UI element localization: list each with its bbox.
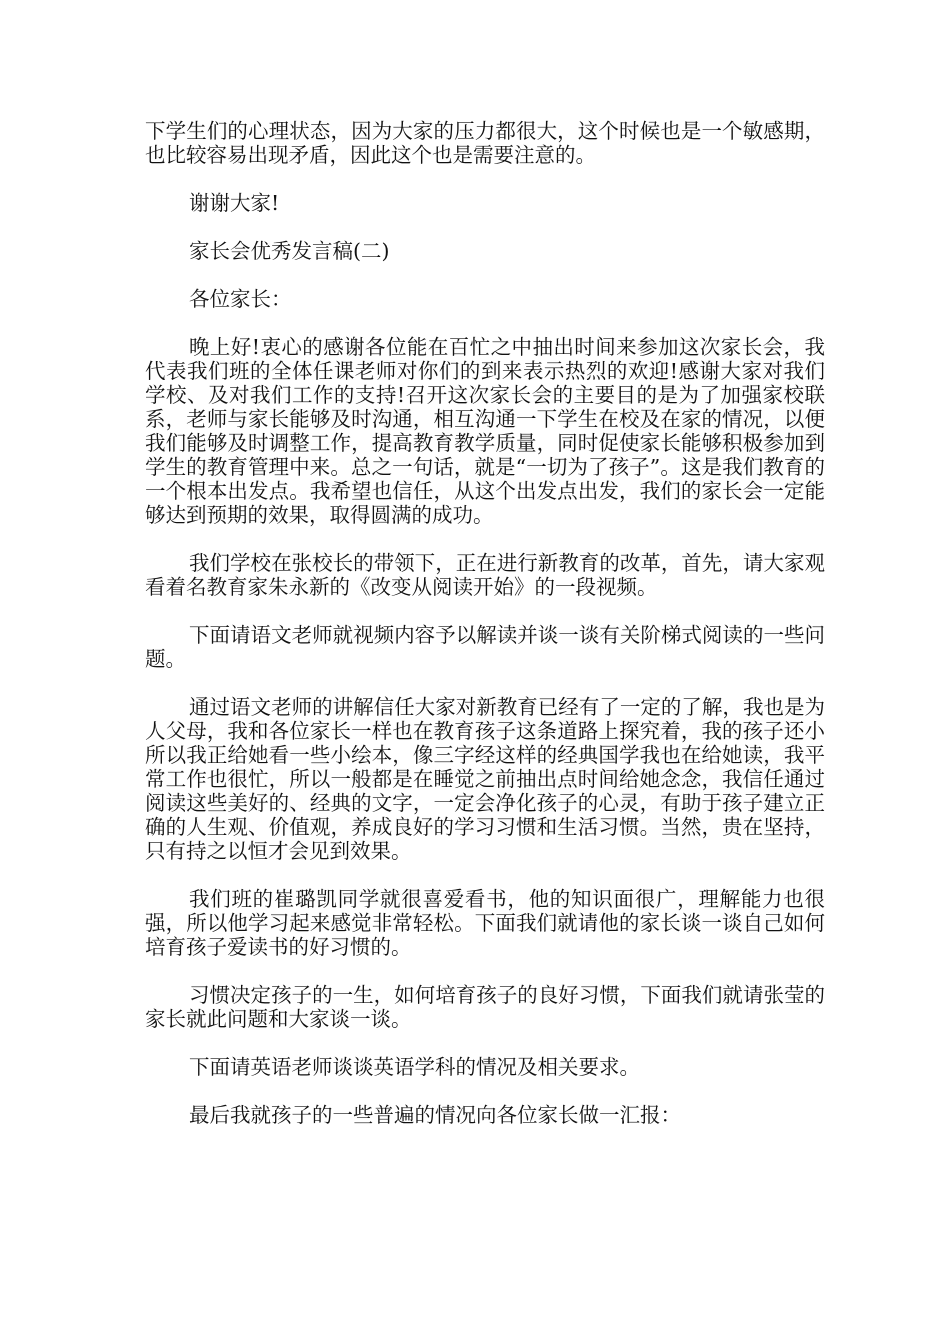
salutation: 各位家长：	[189, 287, 292, 311]
document-page	[145, 119, 825, 1151]
paragraph-reform: 我们学校在张校长的带领下，正在进行新教育的改革，首先，请大家观看着名教育家朱永新的《改变从阅读开始》的一段视频。	[145, 551, 825, 599]
paragraph-thanks: 谢谢大家!	[189, 191, 280, 215]
paragraph-english-teacher: 下面请英语老师谈谈英语学科的情况及相关要求。	[189, 1055, 640, 1079]
paragraph-habits: 习惯决定孩子的一生，如何培育孩子的良好习惯，下面我们就请张莹的家长就此问题和大家谈一谈。	[145, 983, 825, 1031]
paragraph-greeting: 晚上好!衷心的感谢各位能在百忙之中抽出时间来参加这次家长会，我代表我们班的全体任课老师对你们的到来表示热烈的欢迎!感谢大家对我们学校、及对我们工作的支持!召开这次家长会的主要目的是为了加强家校联系，老师与家长能够及时沟通，相互沟通一下学生在校及在家的情况，以便我们能够及时调整工作，提高教育教学质量，同时促使家长能够积极参加到学生的教育管理中来。总之一句话，就是“一切为了孩子”。这是我们教育的一个根本出发点。我希望也信任，从这个出发点出发，我们的家长会一定能够达到预期的效果，取得圆满的成功。	[145, 335, 825, 527]
paragraph-summary: 最后我就孩子的一些普遍的情况向各位家长做一汇报：	[189, 1103, 681, 1127]
paragraph-reading: 通过语文老师的讲解信任大家对新教育已经有了一定的了解，我也是为人父母，我和各位家长一样也在教育孩子这条道路上探究着，我的孩子还小所以我正给她看一些小绘本，像三字经这样的经典国学我也在给她读，我平常工作也很忙，所以一般都是在睡觉之前抽出点时间给她念念，我信任通过阅读这些美好的、经典的文字，一定会净化孩子的心灵，有助于孩子建立正确的人生观、价值观，养成良好的学习习惯和生活习惯。当然，贵在坚持，只有持之以恒才会见到效果。	[145, 695, 825, 863]
paragraph-continued: 下学生们的心理状态，因为大家的压力都很大，这个时候也是一个敏感期，也比较容易出现矛盾，因此这个也是需要注意的。	[145, 119, 825, 167]
paragraph-chinese-teacher: 下面请语文老师就视频内容予以解读并谈一谈有关阶梯式阅读的一些问题。	[145, 623, 825, 671]
section-title: 家长会优秀发言稿(二)	[189, 239, 390, 263]
paragraph-student-example: 我们班的崔璐凯同学就很喜爱看书，他的知识面很广，理解能力也很强，所以他学习起来感觉非常轻松。下面我们就请他的家长谈一谈自己如何培育孩子爱读书的好习惯的。	[145, 887, 825, 959]
